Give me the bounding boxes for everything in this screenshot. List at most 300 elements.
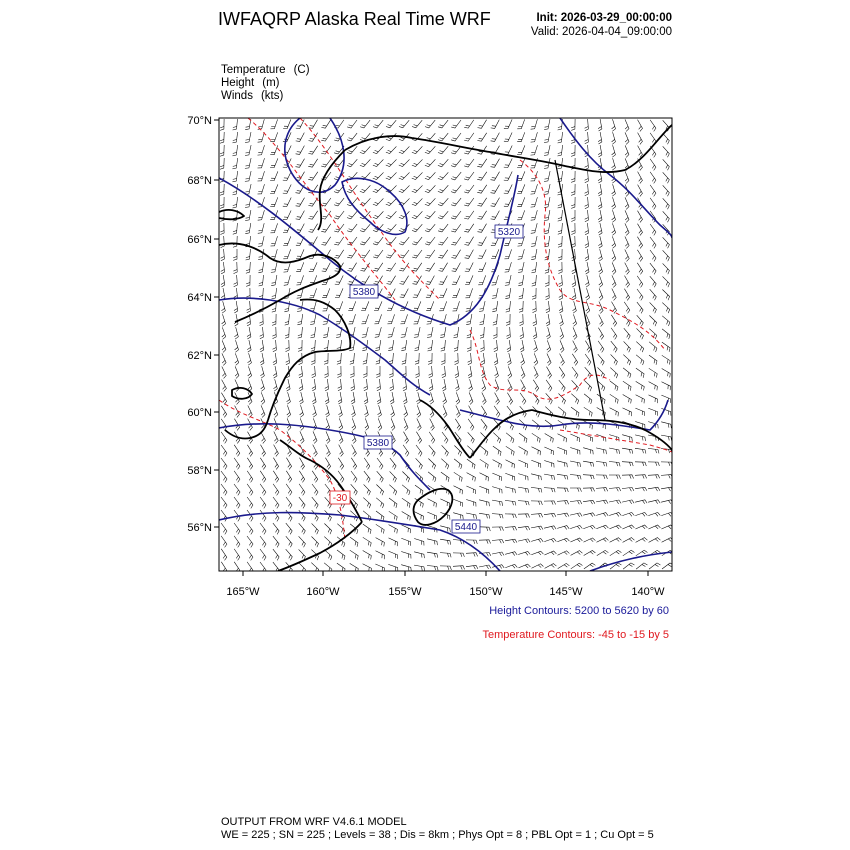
wind-barb — [246, 249, 251, 260]
wind-barb — [663, 146, 670, 157]
wind-barb — [464, 172, 474, 180]
wind-barb — [491, 198, 500, 207]
wind-barb — [572, 275, 576, 287]
wind-barb — [221, 432, 227, 444]
wind-barb — [403, 392, 407, 404]
wind-barb — [386, 146, 397, 153]
wind-barb — [637, 302, 643, 313]
wind-barb — [573, 327, 577, 339]
wind-barb — [609, 475, 621, 479]
wind-barb — [260, 458, 265, 470]
wind-barb — [373, 250, 383, 258]
wind-barb — [596, 434, 606, 441]
wind-barb — [297, 314, 302, 325]
wind-barb — [438, 146, 448, 154]
wind-barb — [479, 301, 485, 311]
wind-barb — [544, 538, 556, 542]
wind-barb — [283, 249, 290, 258]
wind-barb — [491, 249, 499, 258]
wind-barb — [335, 276, 343, 285]
wind-barb — [272, 327, 276, 339]
wind-barb — [234, 536, 240, 548]
wind-barb — [386, 263, 396, 271]
height-contour — [342, 178, 407, 234]
wind-barb — [412, 172, 423, 179]
wind-barb — [596, 488, 608, 492]
wind-barb — [505, 262, 512, 272]
wind-barb — [570, 434, 579, 442]
wind-barb — [339, 445, 344, 457]
wind-barb — [388, 551, 397, 559]
wind-barb — [221, 262, 225, 274]
wind-barb — [598, 119, 602, 131]
wind-barb — [347, 224, 357, 232]
wind-barb — [544, 447, 553, 455]
wind-barb — [465, 263, 473, 272]
wind-barb — [544, 488, 555, 493]
wind-barb — [663, 263, 670, 274]
wind-barb — [493, 446, 501, 456]
wind-barb — [533, 327, 537, 339]
wind-barb — [403, 445, 409, 457]
wind-barb — [388, 327, 395, 337]
wind-barb — [636, 550, 648, 556]
canada-border — [555, 160, 605, 420]
wind-barb — [308, 159, 317, 167]
wind-barb — [571, 421, 580, 430]
wind-barb — [649, 355, 657, 365]
wind-barb — [414, 565, 425, 571]
wind-barb — [339, 418, 343, 430]
wind-barb — [429, 445, 435, 456]
wind-barb — [414, 539, 424, 546]
wind-barb — [425, 185, 436, 192]
wind-barb — [324, 537, 331, 548]
wind-barb — [325, 510, 332, 521]
wind-barb — [221, 549, 227, 561]
wind-barb — [299, 523, 306, 534]
wind-barb — [560, 340, 564, 352]
wind-barb — [417, 405, 421, 417]
wind-barb — [610, 408, 619, 417]
wind-barb — [260, 471, 266, 483]
wind-barb — [622, 462, 633, 466]
wind-barb — [402, 525, 411, 533]
wind-barb — [451, 237, 461, 245]
wind-barb — [635, 475, 647, 479]
wind-barb — [322, 263, 331, 272]
wind-barb — [221, 445, 227, 456]
wind-barb — [389, 485, 396, 495]
wind-barb — [441, 459, 448, 469]
wind-barb — [221, 484, 227, 495]
wind-barb — [482, 393, 486, 405]
wind-barb — [583, 448, 593, 455]
wind-barb — [245, 223, 251, 234]
wind-barb — [248, 366, 252, 378]
wind-barb — [598, 354, 604, 365]
wind-barb — [308, 146, 317, 154]
wind-barb — [622, 512, 634, 516]
wind-barb — [425, 237, 435, 245]
wind-barb — [662, 355, 670, 364]
wind-barb — [283, 119, 291, 128]
wind-barb — [299, 366, 303, 378]
wind-barb — [495, 393, 500, 405]
wind-barb — [492, 301, 498, 312]
wind-barb — [650, 120, 656, 131]
wind-barb — [441, 340, 446, 351]
wind-barb — [585, 197, 589, 209]
wind-barb — [273, 497, 279, 508]
wind-barb — [248, 406, 252, 418]
wind-barb — [232, 158, 237, 169]
wind-barb — [623, 395, 632, 404]
wind-barb — [544, 132, 550, 143]
wind-barb — [661, 475, 673, 479]
wind-barb — [468, 353, 472, 365]
wind-barb — [310, 314, 316, 325]
wind-barb — [612, 197, 616, 209]
wind-barb — [312, 379, 316, 391]
wind-barb — [220, 223, 224, 235]
wind-barb — [377, 471, 384, 482]
wind-barb — [428, 340, 433, 351]
wind-barb — [309, 224, 318, 233]
wind-barb — [663, 198, 670, 209]
wind-barb — [347, 211, 357, 219]
wind-barb — [364, 392, 368, 404]
wind-barb — [534, 367, 538, 379]
wind-barb — [300, 431, 304, 443]
wind-barb — [624, 289, 629, 301]
wind-barb — [531, 526, 543, 530]
wind-barb — [610, 394, 618, 403]
wind-barb — [505, 514, 516, 518]
height-contour — [219, 424, 430, 490]
wind-barb — [234, 523, 240, 534]
wind-barb — [335, 301, 342, 311]
wind-barb — [399, 185, 410, 192]
wind-barb — [270, 223, 277, 233]
wind-barb — [661, 487, 673, 491]
wind-barb — [648, 500, 660, 504]
wind-barb — [557, 447, 566, 455]
wind-barb — [402, 512, 411, 521]
wind-barb — [559, 380, 565, 391]
wind-barb — [413, 289, 421, 298]
wind-barb — [273, 549, 279, 560]
wind-barb — [622, 448, 633, 454]
wind-barb — [636, 381, 645, 390]
wind-barb — [570, 513, 582, 517]
wind-barb — [558, 158, 563, 169]
wind-barb — [491, 133, 500, 142]
wind-barb — [466, 500, 476, 507]
wind-barb — [247, 510, 253, 521]
wind-barb — [636, 563, 647, 569]
wind-barb — [399, 120, 409, 128]
wind-barb — [234, 301, 238, 313]
wind-barb — [334, 198, 344, 206]
wind-barb — [347, 133, 357, 141]
wind-barb — [585, 236, 589, 248]
wind-barb — [312, 497, 318, 508]
wind-barb — [559, 367, 565, 379]
wind-barb — [234, 484, 240, 495]
wind-barb — [572, 380, 579, 391]
wind-barb — [455, 353, 459, 365]
wind-barb — [412, 237, 422, 245]
wind-barb — [233, 197, 238, 208]
wind-barb — [373, 159, 384, 166]
wind-barb — [558, 223, 563, 234]
wind-barb — [649, 368, 657, 377]
wind-barb — [544, 526, 556, 530]
wind-barb — [270, 171, 278, 180]
wind-barb — [338, 471, 344, 483]
wind-barb — [544, 551, 556, 555]
wind-barb — [625, 145, 629, 157]
wind-barb — [506, 433, 514, 443]
wind-barb — [338, 379, 342, 391]
wind-barb — [547, 367, 552, 379]
wind-barb — [296, 224, 305, 233]
wind-barb — [625, 276, 630, 288]
wind-barb — [662, 369, 671, 378]
wind-barb — [635, 525, 647, 529]
wind-barb — [273, 484, 279, 496]
wind-barb — [285, 314, 290, 325]
wind-barb — [466, 486, 475, 494]
wind-barb — [570, 475, 581, 480]
wind-barb — [481, 419, 487, 430]
wind-barb — [245, 171, 251, 181]
wind-barb — [375, 327, 382, 337]
wind-barb — [296, 159, 305, 168]
wind-barb — [286, 471, 291, 483]
wind-barb — [247, 484, 253, 496]
wind-barb — [390, 392, 394, 404]
wind-barb — [350, 537, 358, 547]
wind-barb — [429, 366, 433, 378]
wind-barb — [612, 249, 616, 261]
wind-barb — [414, 340, 419, 351]
wind-barb — [469, 379, 473, 391]
model-info: OUTPUT FROM WRF V4.6.1 MODEL — [221, 816, 407, 828]
wind-barb — [296, 249, 304, 258]
wind-barb — [491, 120, 500, 129]
wind-barb — [596, 461, 607, 466]
wind-barb — [478, 250, 486, 259]
wind-barb — [438, 237, 448, 245]
wind-barb — [312, 537, 319, 548]
wind-barb — [321, 198, 331, 206]
wind-barb — [430, 392, 434, 404]
wind-barb — [534, 353, 538, 365]
wind-barb — [451, 172, 461, 180]
wind-barb — [378, 405, 382, 417]
wind-barb — [544, 501, 556, 505]
wind-barb — [663, 133, 670, 144]
wind-barb — [546, 380, 552, 392]
wind-barb — [636, 368, 644, 378]
wind-barb — [234, 497, 240, 508]
wind-barb — [464, 185, 474, 193]
wind-barb — [661, 422, 671, 428]
height-contour — [590, 552, 672, 571]
wind-barb — [451, 133, 461, 141]
wind-barb — [570, 461, 581, 467]
wind-barb — [638, 133, 643, 145]
wind-barb — [438, 120, 448, 128]
wind-barb — [506, 460, 515, 468]
wind-barb — [363, 353, 368, 364]
latitude-label: 62°N — [187, 350, 212, 362]
wind-barb — [299, 497, 305, 508]
wind-barb — [477, 133, 486, 141]
wind-barb — [636, 355, 644, 365]
wind-barb — [557, 538, 569, 542]
wind-barb — [625, 250, 629, 262]
wind-barb — [347, 185, 357, 193]
wind-barb — [610, 538, 622, 543]
wind-barb — [427, 552, 438, 558]
wind-barb — [661, 500, 673, 504]
wind-barb — [416, 458, 423, 469]
wind-barb — [625, 132, 629, 144]
wind-barb — [518, 526, 530, 530]
wind-barb — [520, 327, 524, 339]
wind-barb — [403, 379, 407, 391]
wind-barb — [438, 172, 448, 179]
wind-barb — [598, 132, 602, 144]
field-name: Temperature — [221, 64, 286, 76]
wind-barb — [414, 327, 420, 337]
coastlines — [219, 125, 672, 571]
wind-barb — [558, 551, 570, 555]
wind-barb — [625, 197, 629, 209]
wind-barb — [375, 340, 381, 351]
wind-barb — [376, 551, 385, 559]
wind-barb — [221, 562, 226, 574]
longitude-label: 150°W — [469, 586, 503, 598]
wind-barb — [531, 501, 542, 505]
wind-barb — [235, 380, 239, 392]
wind-barb — [557, 474, 568, 479]
wind-barb — [324, 550, 332, 560]
wind-barb — [544, 145, 550, 155]
wind-barb — [545, 434, 554, 443]
wind-barb — [352, 431, 356, 443]
wind-barb — [233, 236, 237, 247]
wind-barb — [245, 210, 251, 221]
wind-barb — [477, 172, 487, 180]
wind-barb — [596, 475, 607, 479]
wind-barb — [491, 159, 500, 168]
wind-barb — [391, 405, 395, 417]
wind-barb — [283, 211, 291, 220]
wind-barb — [338, 405, 342, 417]
wind-barb — [261, 445, 266, 457]
wind-barb — [386, 120, 396, 128]
wind-barb — [650, 185, 656, 197]
wind-barb — [362, 327, 368, 337]
wind-barb — [531, 197, 538, 207]
wind-barb — [312, 366, 316, 378]
wind-barb — [464, 198, 474, 206]
wind-barb — [649, 538, 661, 543]
wind-barb — [625, 223, 629, 235]
wind-barb — [637, 328, 644, 339]
wind-barb — [638, 146, 643, 158]
wind-barb — [623, 368, 631, 378]
wind-barb — [479, 527, 490, 531]
wind-barb — [662, 316, 670, 326]
wind-barb — [531, 132, 538, 142]
wind-barb — [399, 250, 409, 258]
wind-barb — [599, 275, 603, 287]
wind-barb — [559, 314, 563, 326]
wind-barb — [531, 539, 543, 543]
wind-barb — [247, 301, 251, 313]
wind-barb — [324, 524, 331, 535]
wind-barb — [519, 301, 523, 312]
wind-barb — [531, 249, 537, 260]
wind-barb — [648, 408, 657, 416]
model-settings: WE = 225 ; SN = 225 ; Levels = 38 ; Dis = 8km ; Phys Opt = 8 ; PBL Opt = 1 ; Cu Opt = 5 — [221, 829, 654, 841]
wind-barb — [349, 314, 356, 324]
wind-barb — [245, 145, 251, 155]
wind-barb — [260, 484, 266, 496]
height-contour-label: 5440 — [454, 522, 478, 533]
wind-barb — [360, 237, 370, 245]
wind-barb — [270, 145, 278, 154]
wind-barb — [414, 314, 421, 324]
wind-barb — [598, 184, 602, 196]
wind-barb — [571, 210, 575, 222]
wind-barb — [334, 237, 344, 245]
wind-barb — [609, 448, 620, 454]
wind-barb — [428, 472, 436, 482]
wind-barb — [300, 418, 304, 430]
wind-barb — [376, 524, 384, 533]
wind-barb — [440, 566, 451, 570]
wind-barb — [635, 500, 647, 504]
wind-barb — [234, 445, 240, 457]
wind-barb — [545, 564, 557, 569]
temp-contour — [520, 160, 665, 350]
wind-barb — [222, 327, 226, 339]
wind-barb — [347, 237, 357, 245]
wind-barb — [234, 458, 240, 470]
wind-barb — [425, 211, 435, 219]
wind-barb — [625, 119, 629, 131]
wind-barb — [296, 146, 305, 155]
longitude-label: 155°W — [388, 586, 422, 598]
wind-barb — [338, 458, 343, 470]
wind-barb — [452, 276, 460, 285]
wind-barb — [584, 407, 592, 416]
wind-barb — [439, 288, 447, 297]
latitude-label: 64°N — [187, 292, 212, 304]
wind-barb — [518, 262, 524, 272]
wind-barb — [584, 394, 592, 404]
wind-barb — [363, 551, 372, 560]
wind-barb — [311, 353, 315, 365]
wind-barb — [296, 262, 304, 271]
wind-barb — [532, 275, 537, 286]
